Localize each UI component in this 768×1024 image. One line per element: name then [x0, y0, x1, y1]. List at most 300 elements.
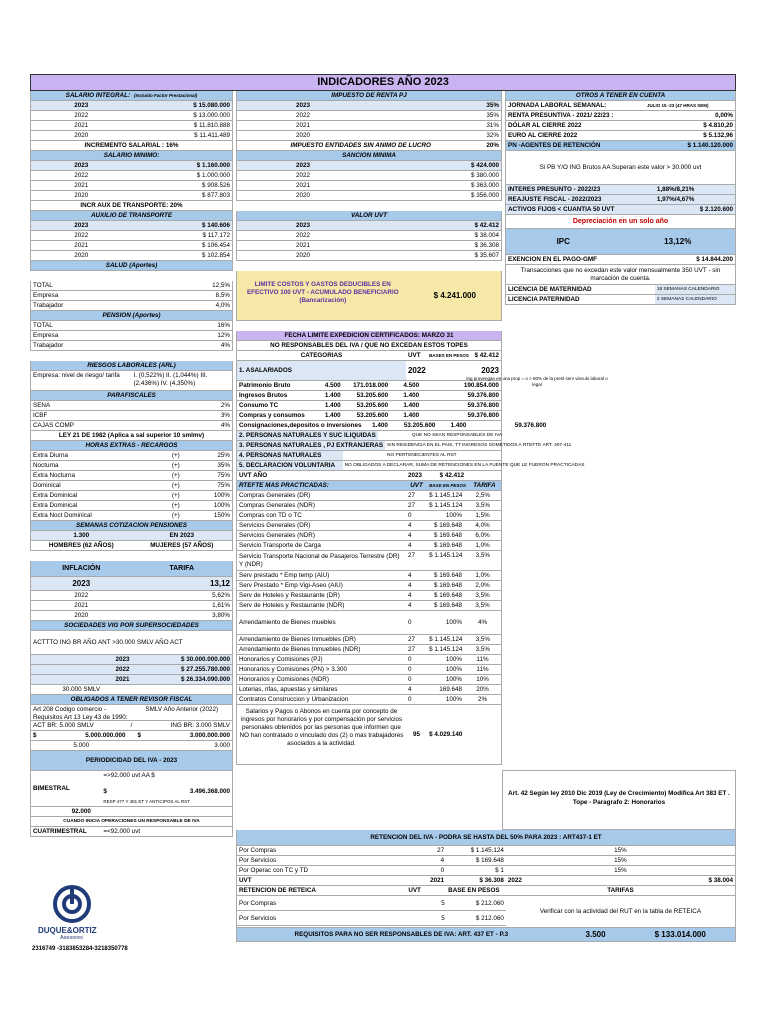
- rtefte-row-cell: $ 1.145.124: [429, 552, 463, 559]
- uvt-row-cell: $ 36.308: [474, 242, 499, 249]
- page-title: INDICADORES AÑO 2023: [30, 74, 736, 91]
- uvt-row-cell: $ 35.607: [474, 252, 499, 259]
- cert-row: [236, 381, 502, 391]
- retiva-row: [236, 856, 736, 866]
- pn-agentes: PN -AGENTES DE RETENCIÓN $ 1.140.120.000: [505, 141, 736, 151]
- cert-row-cell: 59.376.800: [467, 392, 499, 399]
- rtefte-row-cell: 0: [407, 676, 412, 683]
- interes-presunto: INTERES PRESUNTO - 2022/23 1,88%/8,21%: [505, 185, 736, 195]
- duque-ortiz-logo-icon: [52, 884, 92, 924]
- uvt-ano: UVT AÑO 2023 $ 42.412: [236, 471, 502, 481]
- reteica-cell: $ 212.060: [475, 915, 504, 922]
- hora-extra-row: [30, 491, 233, 501]
- ley-21: LEY 21 DE 1982 (Aplica a sal superior 10 smlmv): [30, 431, 233, 441]
- rtefte-row: [236, 491, 502, 501]
- smlv-row: 30.000 SMLV: [30, 685, 233, 695]
- uvt-row: [236, 231, 502, 241]
- uvt-row-cell: 2020: [295, 252, 310, 259]
- hora-extra-row-cell: (+): [171, 452, 180, 459]
- inflacion-row-cell: 2021: [74, 602, 89, 609]
- hora-extra-row-cell: Extra Dominical: [33, 502, 78, 509]
- inflacion-header: INFLACIÓN TARIFA: [30, 561, 233, 577]
- pension-row-cell: 4%: [220, 342, 230, 349]
- retiva-uvt: UVT 2021 $ 36.308 2022 $ 38.004: [236, 876, 736, 886]
- rtefte-row-cell: 0: [407, 666, 412, 673]
- sancion-row: [236, 171, 502, 181]
- rtefte-row-cell: 4,0%: [475, 522, 490, 529]
- parafiscal-row: [30, 401, 233, 411]
- hora-extra-row-cell: 75%: [217, 472, 230, 479]
- rtefte-row-cell: Arrendamiento de Bienes muebles: [239, 619, 336, 626]
- rtefte-row-cell: 11%: [476, 656, 489, 663]
- reteica-cell: Por Compras: [239, 900, 277, 907]
- renta-header: IMPUESTO DE RENTA PJ: [236, 91, 502, 101]
- iva-cuatrimestral: CUATRIMESTRAL =<92.000 uvt: [30, 827, 233, 837]
- hora-extra-row-cell: 150%: [213, 512, 230, 519]
- inflacion-row-cell: 5,62%: [212, 592, 230, 599]
- sancion-row-cell: 2022: [295, 172, 310, 179]
- salario-row: [30, 121, 233, 131]
- minimo-row-cell: 2021: [74, 182, 89, 189]
- cert-row-cell: 53.205.600: [356, 412, 389, 419]
- rtefte-row-cell: Servicio Transporte Nacional de Pasajeros Terrestre (DR) Y (NDR): [239, 553, 400, 568]
- sociedad-row-cell: $ 27.255.780.000: [180, 666, 230, 673]
- retiva-row-cell: Por Operac con TC y TD: [239, 867, 309, 874]
- rtefte-row-cell: Compras Generales (DR): [239, 492, 311, 499]
- cert-row: [236, 421, 547, 431]
- inflacion-row-cell: 13,12: [209, 579, 230, 588]
- uvt-row: [236, 241, 502, 251]
- pension-row: [30, 341, 233, 351]
- sancion-header: SANCION MINIMA: [236, 151, 502, 161]
- reteica-row: [237, 896, 506, 911]
- sociedad-row-cell: 2022: [115, 666, 130, 673]
- cert-cols: CATEGORIAS UVT BASES EN PESOS $ 42.412: [236, 351, 502, 361]
- rtefte-row-cell: $ 1.145.124: [429, 502, 463, 509]
- sociedad-row-cell: $ 26.334.090.000: [180, 676, 230, 683]
- reajuste-fiscal: REAJUSTE FISCAL - 2022/2023 1,97%/4,67%: [505, 195, 736, 205]
- pb-nota: Si PB Y/O ING Brutos AA Superan este valor > 30.000 uvt: [505, 151, 736, 185]
- inflacion-row: [30, 577, 233, 591]
- sociedad-row-cell: $ 30.000.000.000: [180, 656, 230, 663]
- rtefte-row-cell: $ 169.648: [434, 522, 463, 529]
- renta-row: [236, 131, 502, 141]
- rtefte-row-cell: 4: [407, 686, 412, 693]
- auxilio-row-cell: 2021: [74, 242, 89, 249]
- rtefte-row: [236, 685, 502, 695]
- cert-section-cell: 2. PERSONAS NATURALES Y SUC ILIQUIDAS: [239, 432, 376, 439]
- rtefte-row-cell: 27: [407, 636, 415, 643]
- renta-row-cell: 35%: [486, 112, 499, 119]
- licencia-paternidad: LICENCIA PATERNIDAD 2 SEMANAS CALENDARIO: [505, 295, 736, 305]
- rtefte-row-cell: 4: [407, 572, 412, 579]
- hora-extra-row-cell: Dominical: [33, 482, 61, 489]
- rtefte-row: [236, 511, 502, 521]
- rtefte-row-cell: 100%: [445, 619, 463, 626]
- retiva-row-cell: 4: [440, 857, 445, 864]
- rtefte-row-cell: 100%: [445, 696, 463, 703]
- rtefte-row-cell: 20%: [476, 686, 489, 693]
- cert-row-cell: 53.205.600: [356, 392, 389, 399]
- rtefte-row-cell: 4: [407, 542, 412, 549]
- cert-row-cell: Ingresos Brutos: [239, 392, 288, 399]
- auxilio-header: AUXILIO DE TRANSPORTE: [30, 211, 233, 221]
- rtefte-row-cell: $ 169.648: [434, 602, 463, 609]
- salud-row: [30, 301, 233, 311]
- retiva-row-cell: $ 1.145.124: [470, 847, 504, 854]
- hora-extra-row-cell: Nocturna: [33, 462, 59, 469]
- rtefte-row-cell: 1,0%: [475, 542, 490, 549]
- retiva-header: RETENCION DEL IVA - PODRA SE HASTA DEL 50% PARA 2023 : ART437-1 ET: [236, 830, 736, 846]
- revisor-req: Art 208 Codigo comercio - Requisitos Art 13 Ley 43 de 1990: SMLV Año Anterior (2022): [30, 705, 233, 721]
- parafiscal-row-cell: 3%: [220, 412, 230, 419]
- rtefte-row-cell: Serv prestado * Emp temp (AIU): [239, 572, 330, 579]
- cert-row-cell: 4.500: [403, 382, 420, 389]
- reteica-rows: Por Compras 5 $ 212.060 Por Servicios 5 $ 212.060 Verificar con la actividad del RUT en la tabla de RETEICA: [236, 896, 736, 928]
- sociedad-row: [30, 665, 233, 675]
- rtefte-row: [236, 571, 502, 581]
- hora-extra-row-cell: 35%: [217, 462, 230, 469]
- euro-cierre: EURO AL CIERRE 2022 $ 5.132,96: [505, 131, 736, 141]
- sancion-row-cell: 2021: [295, 182, 310, 189]
- rtefte-row-cell: 27: [407, 552, 415, 559]
- rtefte-row-cell: 6,0%: [475, 532, 490, 539]
- retiva-row: [236, 866, 736, 876]
- reteica-cell: 5: [441, 900, 445, 907]
- logo-name: DUQUE&ORTIZ: [38, 926, 97, 935]
- rtefte-row-cell: 0: [407, 619, 412, 626]
- hora-extra-row-cell: (+): [171, 482, 180, 489]
- cert-section-cell: NO PERTENECIENTES AL RST: [387, 453, 457, 458]
- rtefte-row-cell: 27: [407, 646, 415, 653]
- cert-section-cell: 5. DECLARACION VOLUNTARIA: [237, 461, 343, 470]
- semanas-header: SEMANAS COTIZACION PENSIONES: [30, 521, 233, 531]
- hora-extra-row-cell: Extra Dominical: [33, 492, 78, 499]
- salario-row-cell: 2021: [74, 122, 89, 129]
- jornada-laboral: JORNADA LABORAL SEMANAL: JULIO 15 -23 (47 HRAS SEM): [505, 101, 736, 111]
- rtefte-row-cell: 3,5%: [475, 502, 490, 509]
- rtefte-row-cell: Serv Prestado * Emp Vigi-Aseo (AIU): [239, 582, 343, 589]
- uvt-row-cell: 2022: [295, 232, 310, 239]
- asalariados-note: Ing provengan en una prop = o > 80% de la prest serv vinculo laboral o legal: [466, 376, 608, 387]
- salarios-pagos: Salarios y Pagos o Abonos en cuenta por concepto de ingresos por honorarios y por compensación por servicios personales obtenidos por las personas que informen que NO han contratado o vinculado dos (2) o mas trabajadores asociados a la actividad. 95 $ 4.029.140: [236, 705, 502, 765]
- uvt-row-cell: 2021: [295, 242, 310, 249]
- rtefte-row: [236, 601, 502, 611]
- renta-row-cell: 2023: [295, 102, 310, 109]
- renta-row-cell: 35%: [486, 102, 499, 109]
- iva-value: 92.000: [30, 807, 233, 817]
- transacciones-nota: Transacciones que no excedan este valor mensualmente 350 UVT - sin marcación de cuenta.: [505, 265, 736, 285]
- cert-row-cell: 1.400: [403, 392, 420, 399]
- rtefte-row-cell: $ 1.145.124: [429, 646, 463, 653]
- parafiscal-row-cell: 2%: [220, 402, 230, 409]
- inflacion-row-cell: 2020: [74, 612, 89, 619]
- rtefte-row-cell: Honorarios y Comisiones (NDR): [239, 676, 329, 683]
- rtefte-row-cell: $ 169.648: [434, 582, 463, 589]
- pension-row-cell: Empresa: [33, 332, 59, 339]
- hora-extra-row-cell: (+): [171, 492, 180, 499]
- cert-header: FECHA LIMITE EXPEDICION CERTIFICADOS: MARZO 31: [236, 331, 502, 341]
- hora-extra-row-cell: (+): [171, 512, 180, 519]
- depreciacion: Depreciación en un solo año: [505, 215, 736, 229]
- salario-row: [30, 101, 233, 111]
- rtefte-row: [236, 541, 502, 551]
- rtefte-row-cell: 4: [407, 592, 412, 599]
- auxilio-row: [30, 221, 233, 231]
- sancion-row-cell: $ 356.000: [470, 192, 499, 199]
- cert-row-cell: 1.400: [450, 422, 467, 429]
- activos-fijos: ACTIVOS FIJOS < CUANTIA 50 UVT $ 2.120.600: [505, 205, 736, 215]
- hora-extra-row-cell: 25%: [217, 452, 230, 459]
- minimo-row-cell: $ 908.526: [201, 182, 230, 189]
- cert-row-cell: 4.500: [324, 382, 341, 389]
- renta-row: [236, 101, 502, 111]
- rtefte-row-cell: 1,5%: [475, 512, 490, 519]
- inflacion-row-cell: 1,61%: [212, 602, 230, 609]
- minimo-row: [30, 191, 233, 201]
- cert-section: [236, 431, 502, 441]
- pension-row: [30, 331, 233, 341]
- renta-lucro: IMPUESTO ENTIDADES SIN ANIMO DE LUCRO 20%: [236, 141, 502, 151]
- cert-section: [236, 451, 502, 461]
- hora-extra-row-cell: 100%: [213, 502, 230, 509]
- rtefte-row-cell: 4: [407, 602, 412, 609]
- rtefte-row-cell: 3,5%: [475, 592, 490, 599]
- rtefte-row-cell: Servicios Generales (DR): [239, 522, 311, 529]
- minimo-row: [30, 171, 233, 181]
- retiva-row-cell: 15%: [614, 867, 627, 874]
- rtefte-row: [236, 675, 502, 685]
- salud-row: [30, 291, 233, 301]
- rtefte-row-cell: Loterias, rifas, apuestas y similares: [239, 686, 338, 693]
- rtefte-row-cell: 11%: [476, 666, 489, 673]
- cert-section-cell: SIN RESIDENCIA EN EL PAIS, TT INGRESOS SOMETIDOS A RTEFTE ART. 407-411: [387, 443, 572, 448]
- rtefte-row-cell: 4: [407, 582, 412, 589]
- cert-row-cell: 171.018.000: [353, 382, 389, 389]
- pension-row-cell: Trabajador: [33, 342, 64, 349]
- cert-row: [236, 411, 502, 421]
- inflacion-row-cell: 2022: [74, 592, 89, 599]
- rtefte-row-cell: 100%: [445, 666, 463, 673]
- iva-cuando: CUANDO INICIA OPERACIONES UN RESPONSABLE DE IVA: [30, 817, 233, 827]
- cert-section: [236, 441, 572, 451]
- renta-row-cell: 2020: [295, 132, 310, 139]
- reteica-row: [237, 911, 506, 926]
- retiva-section: [236, 830, 736, 942]
- logo-area: [30, 882, 233, 952]
- rtefte-header: RTEFTE MAS PRACTICADAS: UVT BASE EN PESOS TARIFA: [236, 481, 502, 491]
- limite-deducibles: LIMITE COSTOS Y GASTOS DEDUCIBLES EN EFECTIVO 100 UVT - ACUMULADO BENEFICIARIO (Bancarización) $ 4.241.000: [236, 271, 502, 321]
- revisor-smlv: 5.000 3.000: [30, 741, 233, 751]
- revisor-values: $ 5.000.000.000 $ 3.000.000.000: [30, 731, 233, 741]
- uvt-row-cell: $ 38.004: [474, 232, 499, 239]
- aux-transporte-increment: INCR AUX DE TRANSPORTE: 20%: [30, 201, 233, 211]
- retiva-row-cell: Por Compras: [239, 847, 277, 854]
- reteica-cell: $ 212.060: [475, 900, 504, 907]
- cert-row-cell: 59.376.800: [514, 422, 547, 429]
- rtefte-row-cell: Compras Generales (NDR): [239, 502, 315, 509]
- retiva-row-cell: 15%: [614, 857, 627, 864]
- retiva-row: [236, 846, 736, 856]
- rtefte-row-cell: Serv de Hoteles y Restaurante (DR): [239, 592, 340, 599]
- hora-extra-row: [30, 501, 233, 511]
- dolar-cierre: DÓLAR AL CIERRE 2022 $ 4.810,20: [505, 121, 736, 131]
- cert-row-cell: Compras y consumos: [239, 412, 305, 419]
- rtefte-row-cell: 0: [407, 696, 412, 703]
- cert-section-cell: NO OBLIGADOS A DECLARAR, SUMA DE RETENCIONES EN LA FUENTE QUE LE FUERON PRACTICADAS: [344, 463, 585, 468]
- rtefte-row-cell: 100%: [445, 512, 463, 519]
- pension-row-cell: 16%: [217, 322, 230, 329]
- sancion-row-cell: 2023: [295, 162, 310, 169]
- rtefte-row: [236, 655, 502, 665]
- retiva-row-cell: 15%: [614, 847, 627, 854]
- retiva-row-cell: Por Servicios: [239, 857, 277, 864]
- sociedad-row: [30, 675, 233, 685]
- sancion-row: [236, 181, 502, 191]
- auxilio-row-cell: $ 117.172: [202, 232, 230, 239]
- parafiscal-row-cell: ICBF: [33, 412, 48, 419]
- cert-row: [236, 401, 502, 411]
- hora-extra-row-cell: 100%: [213, 492, 230, 499]
- rtefte-row-cell: 2,5%: [475, 492, 490, 499]
- column-right: [505, 91, 736, 305]
- salario-minimo-header: SALARIO MINIMO:: [30, 151, 233, 161]
- cert-row-cell: 190.854.000: [463, 382, 499, 389]
- cert-row-cell: 53.205.600: [356, 402, 389, 409]
- rtefte-row-cell: 3,5%: [475, 636, 490, 643]
- indicadores-sheet: [30, 74, 736, 954]
- minimo-row-cell: $ 1.000.000: [196, 172, 230, 179]
- cert-row-cell: Patrimonio Bruto: [239, 382, 291, 389]
- requisitos-iva: REQUISITOS PARA NO SER RESPONSABLES DE IVA: ART. 437 ET - P.3 3.500 $ 133.014.000: [236, 928, 736, 942]
- rtefte-row-cell: Arrendamiento de Bienes Inmuebles (NDR): [239, 646, 361, 653]
- uvt-row: [236, 251, 502, 261]
- hora-extra-row: [30, 511, 233, 521]
- revisor-types: ACT BR: 5.000 SMLV / ING BR: 3.000 SMLV: [30, 721, 233, 731]
- rtefte-row-cell: 100%: [445, 676, 463, 683]
- minimo-row-cell: $ 877.803: [201, 192, 230, 199]
- otros-header: OTROS A TENER EN CUENTA: [505, 91, 736, 101]
- retiva-row-cell: $ 169.648: [475, 857, 504, 864]
- rtefte-row-cell: 1,0%: [475, 572, 490, 579]
- salud-row-cell: 12,5%: [212, 282, 230, 289]
- inflacion-row-cell: 3,80%: [212, 612, 230, 619]
- salario-row-cell: $ 13.000.000: [193, 112, 230, 119]
- inflacion-row: [30, 601, 233, 611]
- rtefte-row-cell: 4: [407, 532, 412, 539]
- inflacion-row-cell: 2023: [72, 579, 91, 588]
- salud-header: SALUD (Aportes): [30, 261, 233, 271]
- cert-row-cell: Consignaciones,depositos o inversiones: [239, 422, 362, 429]
- sancion-row: [236, 191, 502, 201]
- cert-row-cell: 1.400: [372, 422, 388, 429]
- pension-row-cell: TOTAL: [33, 322, 53, 329]
- uvt-row-cell: 2023: [295, 222, 310, 229]
- salud-row-cell: Empresa: [33, 292, 59, 299]
- cert-row-cell: 59.376.800: [467, 402, 499, 409]
- sociedad-row: [30, 655, 233, 665]
- salario-integral-header: SALARIO INTEGRAL: (Incluido Factor Prestacional): [30, 91, 233, 101]
- cert-row-cell: 1.400: [403, 412, 420, 419]
- rtefte-row: [236, 501, 502, 511]
- rtefte-row-cell: Arrendamiento de Bienes Inmuebles (DR): [239, 636, 356, 643]
- licencia-maternidad: LICENCIA DE MATERNIDAD 18 SEMANAS CALENDARIO: [505, 285, 736, 295]
- parafiscal-row: [30, 421, 233, 431]
- rtefte-row: [236, 645, 502, 655]
- retiva-row-cell: $ 1: [495, 867, 504, 874]
- inflacion-row: [30, 591, 233, 601]
- auxilio-row: [30, 251, 233, 261]
- salud-row-cell: 8,5%: [215, 292, 230, 299]
- sociedades-header: SOCIEDADES VIG POR SUPERSOCIEDADES: [30, 621, 233, 631]
- reteica-header: RETENCION DE RETEICA UVT BASE EN PESOS TARIFAS: [236, 886, 736, 896]
- rtefte-row-cell: Compras con TD o TC: [239, 512, 302, 519]
- minimo-row: [30, 181, 233, 191]
- sancion-row-cell: $ 424.000: [470, 162, 499, 169]
- renta-row: [236, 121, 502, 131]
- retiva-row-cell: 0: [440, 867, 445, 874]
- rtefte-row: [236, 695, 502, 705]
- sancion-row-cell: 2020: [295, 192, 310, 199]
- parafiscal-row-cell: 4%: [220, 422, 230, 429]
- hora-extra-row-cell: Extra Diurna: [33, 452, 68, 459]
- art42-note: Art. 42 Según ley 2010 Dic 2019 (Ley de Crecimiento) Modifica Art 383 ET . Tope - Paragrafo 2: Honorarios: [502, 770, 736, 830]
- parafiscales-header: PARAFISCALES: [30, 391, 233, 401]
- minimo-row: [30, 161, 233, 171]
- auxilio-row-cell: $ 106.454: [201, 242, 230, 249]
- cert-row-cell: 1.400: [324, 392, 341, 399]
- iva-periodicidad-header: PERIODICIDAD DEL IVA - 2023: [30, 751, 233, 771]
- salud-row: [30, 281, 233, 291]
- reteica-cell: 5: [441, 915, 445, 922]
- rtefte-row-cell: Servicio Transporte de Carga: [239, 542, 321, 549]
- parafiscal-row-cell: CAJAS COMP: [33, 422, 74, 429]
- sancion-row-cell: $ 380.000: [470, 172, 499, 179]
- arl-header: RIESGOS LABORALES (ARL): [30, 361, 233, 371]
- inflacion-row: [30, 611, 233, 621]
- renta-row: [236, 111, 502, 121]
- renta-row-cell: 2022: [295, 112, 310, 119]
- rtefte-row-cell: 10%: [476, 676, 489, 683]
- sociedad-row-cell: 2023: [115, 656, 130, 663]
- sociedades-text: ACTTTO ING BR AÑO ANT >30.000 SMLV AÑO ACT: [30, 631, 233, 655]
- auxilio-row-cell: $ 102.854: [201, 252, 230, 259]
- rtefte-row: [236, 611, 502, 635]
- salario-row-cell: $ 15.080.000: [193, 102, 230, 109]
- hora-extra-row-cell: (+): [171, 502, 180, 509]
- salario-row: [30, 111, 233, 121]
- cert-row-cell: 59.376.800: [467, 412, 499, 419]
- cert-row-cell: 1.400: [324, 412, 341, 419]
- rtefte-row: [236, 531, 502, 541]
- salud-row-cell: TOTAL: [33, 282, 53, 289]
- cert-section-cell: QUE NO SEAN RESPONSABLES DE IVA: [411, 433, 503, 438]
- renta-row-cell: 32%: [486, 132, 499, 139]
- hora-extra-row: [30, 481, 233, 491]
- rtefte-row-cell: 169.648: [439, 686, 463, 693]
- renta-presuntiva: RENTA PRESUNTIVA - 2021/ 22/23 : 0,00%: [505, 111, 736, 121]
- sancion-row-cell: $ 363.000: [470, 182, 499, 189]
- cert-row-cell: 53.205.600: [403, 422, 436, 429]
- auxilio-row: [30, 241, 233, 251]
- uvt-row-cell: $ 42.412: [474, 222, 499, 229]
- arl-row: Empresa: nivel de riesgo/ tarifa I. (0,522%) II. (1,044%) III. (2,436%) IV. (4,350%): [30, 371, 233, 391]
- sancion-row: [236, 161, 502, 171]
- salud-row-cell: Trabajador: [33, 302, 64, 309]
- uvt-row: [236, 221, 502, 231]
- exencion-gmf: EXENCION EN EL PAGO-GMF $ 14.844.200: [505, 255, 736, 265]
- rtefte-row: [236, 635, 502, 645]
